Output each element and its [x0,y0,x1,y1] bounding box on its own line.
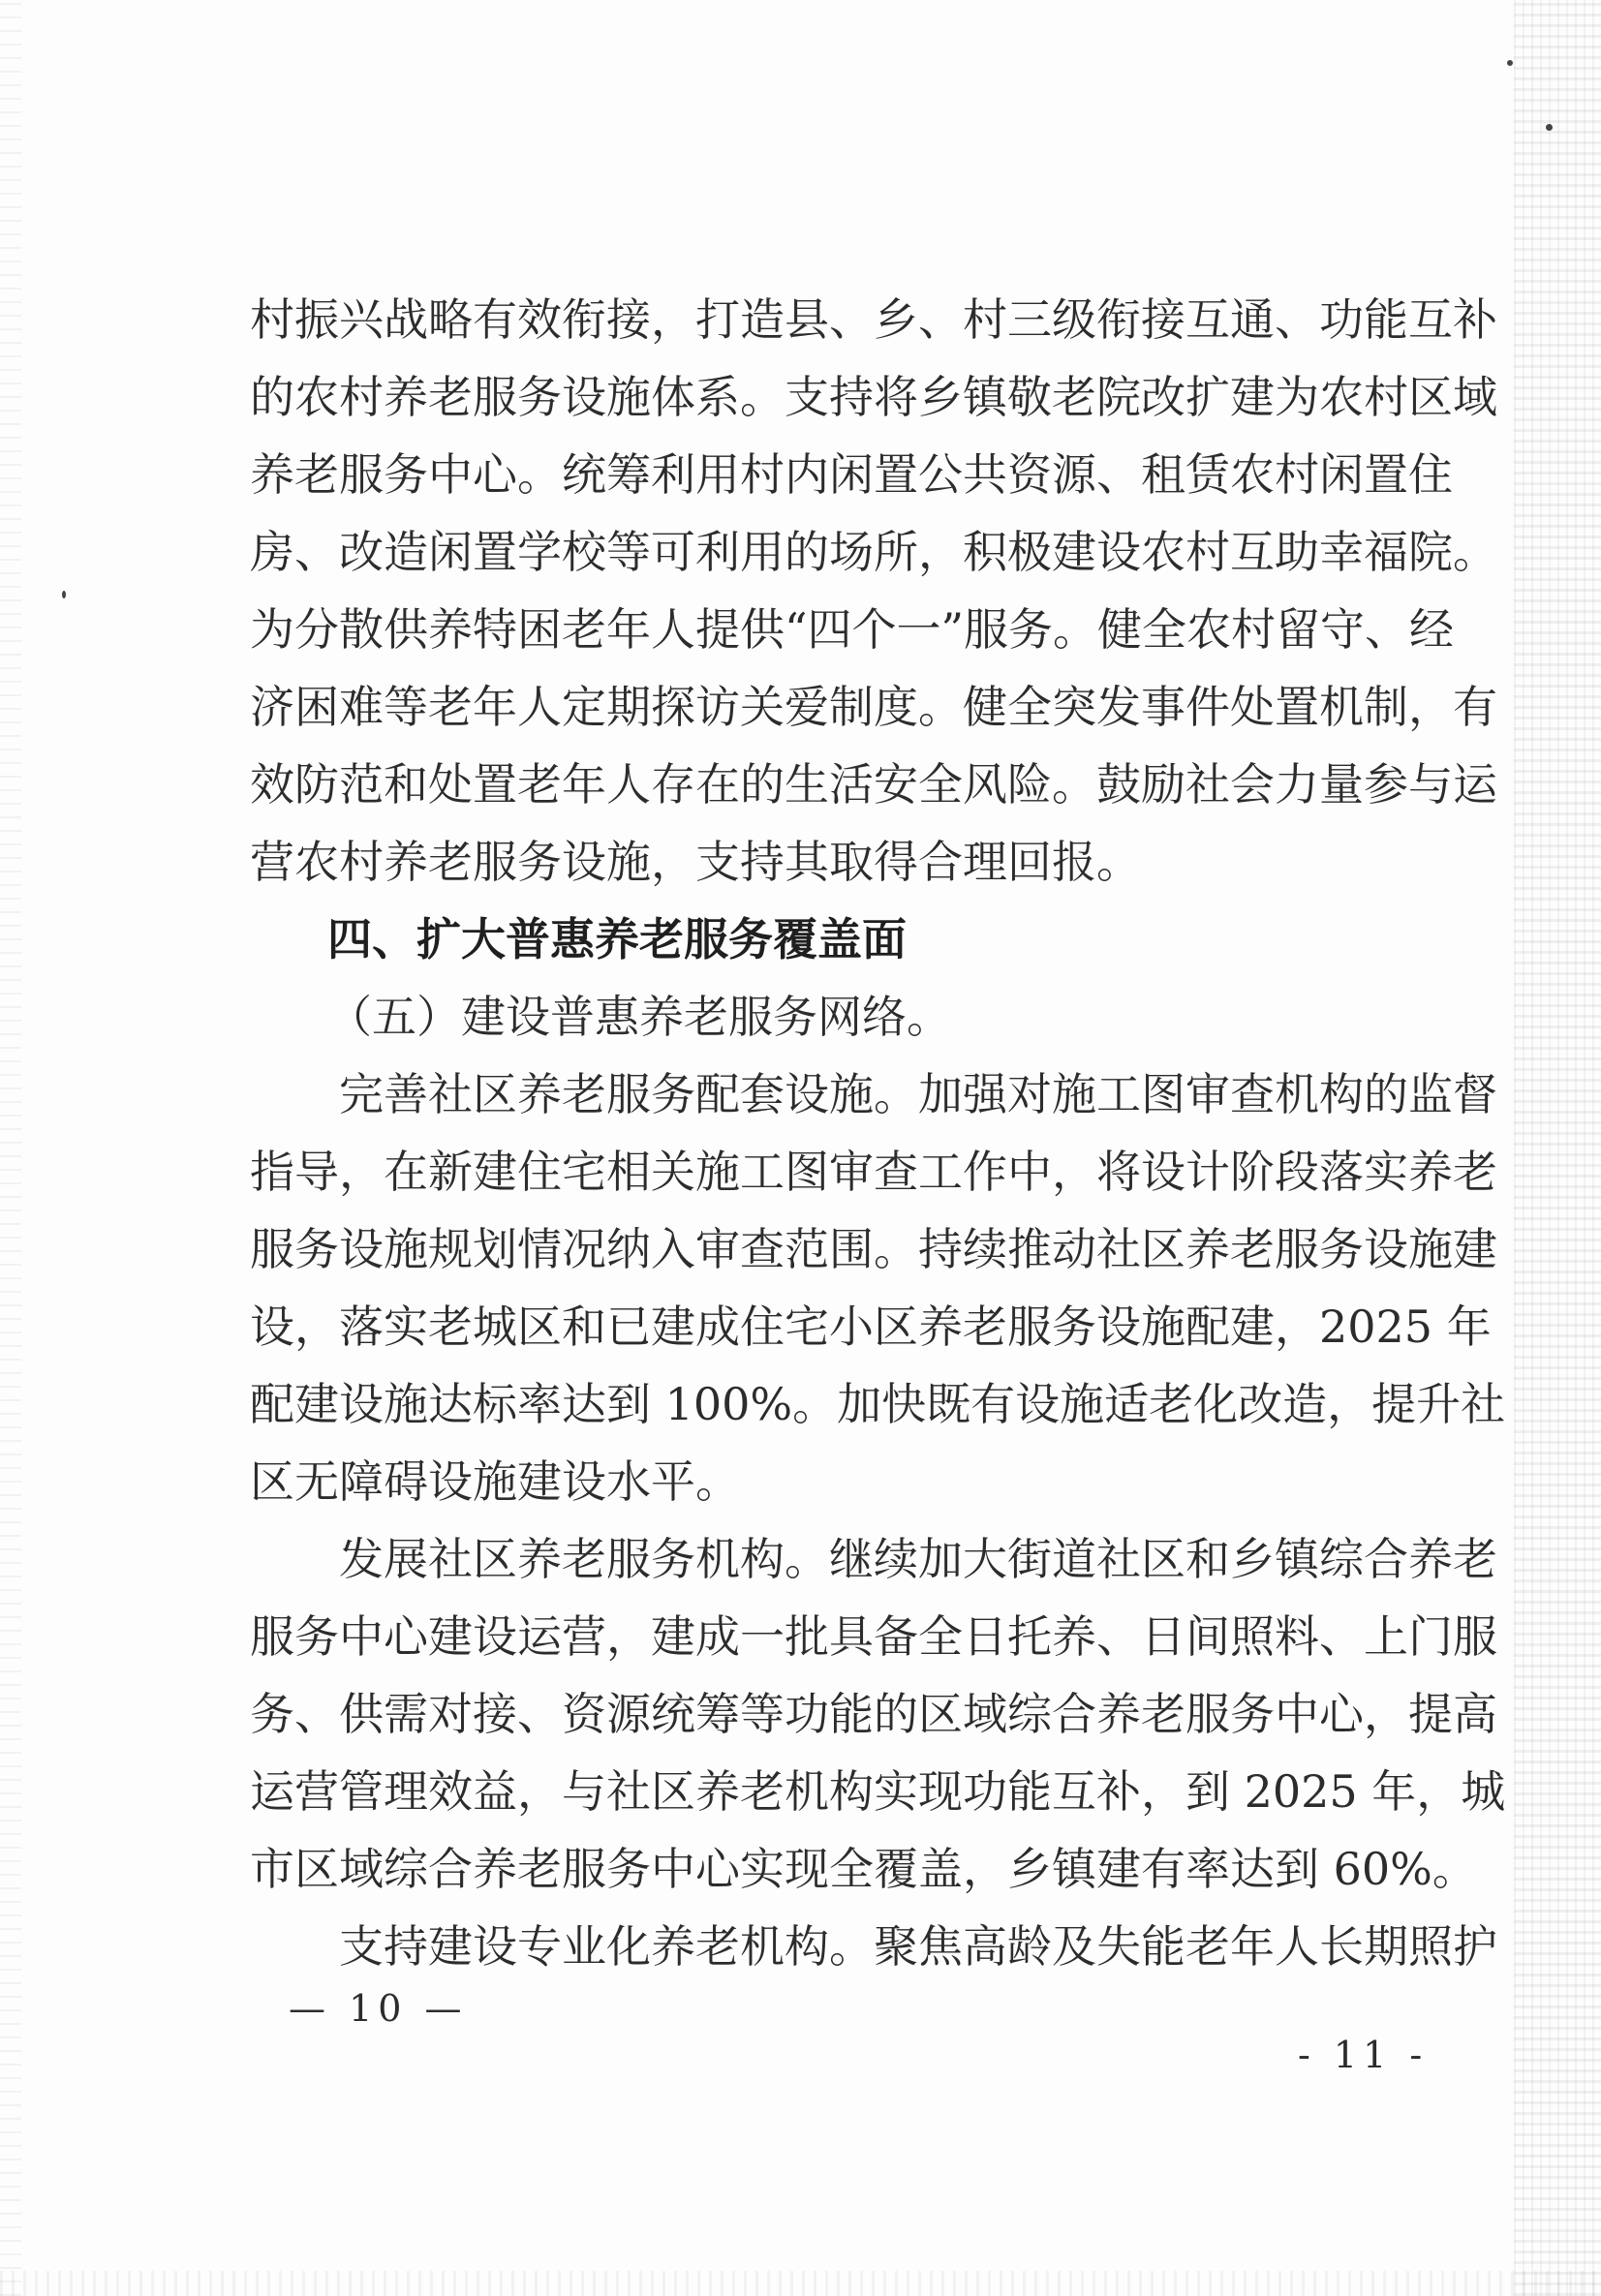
text-line: 务、供需对接、资源统筹等功能的区域综合养老服务中心，提高 [250,1688,1497,1740]
text-line: 服务中心建设运营，建成一批具备全日托养、日间照料、上门服 [250,1610,1497,1663]
text-line: 支持建设专业化养老机构。聚焦高龄及失能老年人长期照护 [339,1920,1497,1973]
scan-noise-right-edge [1514,0,1601,2296]
text-line: 村振兴战略有效衔接，打造县、乡、村三级衔接互通、功能互补 [250,293,1497,346]
paragraph-community-institutions [250,1520,1506,1908]
text-line: 服务设施规划情况纳入审查范围。持续推动社区养老服务设施建 [250,1223,1497,1275]
text-line: 济困难等老年人定期探访关爱制度。健全突发事件处置机制，有 [250,681,1497,733]
text-line: 为分散供养特困老年人提供“四个一”服务。健全农村留守、经 [250,603,1455,656]
text-line: 效防范和处置老年人存在的生活安全风险。鼓励社会力量参与运 [250,758,1497,811]
text-line: 养老服务中心。统筹利用村内闲置公共资源、租赁农村闲置住 [250,448,1453,501]
paragraph-community-facilities [250,1056,1506,1520]
page-number-right: - 11 - [1298,2034,1429,2076]
scan-speck [1507,60,1513,66]
text-line: 设，落实老城区和已建成住宅小区养老服务设施配建，2025 年 [250,1301,1492,1353]
text-line: 完善社区养老服务配套设施。加强对施工图审查机构的监督 [339,1068,1497,1120]
page-number-left: — 10 — [289,1987,468,2030]
paragraph-professional-institutions [250,1908,1497,1985]
scan-noise-bottom-edge [0,2271,1601,2296]
text-line: 发展社区养老服务机构。继续加大街道社区和乡镇综合养老 [339,1533,1497,1585]
section-heading: 四、扩大普惠养老服务覆盖面 [327,913,907,965]
subsection-heading: （五）建设普惠养老服务网络。 [327,991,951,1043]
text-line: 区无障碍设施建设水平。 [250,1455,740,1508]
scan-speck [62,591,66,598]
paragraph-rural-continuation [250,281,1497,901]
text-line: 指导，在新建住宅相关施工图审查工作中，将设计阶段落实养老 [250,1146,1497,1198]
text-line: 的农村养老服务设施体系。支持将乡镇敬老院改扩建为农村区域 [250,371,1497,423]
text-line: 房、改造闲置学校等可利用的场所，积极建设农村互助幸福院。 [250,526,1497,578]
document-body [250,281,1506,1985]
scan-speck [1546,124,1553,131]
text-line: 市区域综合养老服务中心实现全覆盖，乡镇建有率达到 60%。 [250,1843,1477,1895]
text-line: 营农村养老服务设施，支持其取得合理回报。 [250,836,1141,888]
text-line: 配建设施达标率达到 100%。加快既有设施适老化改造，提升社 [250,1378,1506,1430]
scan-noise-left-edge [0,0,21,2296]
text-line: 运营管理效益，与社区养老机构实现功能互补，到 2025 年，城 [250,1765,1506,1818]
